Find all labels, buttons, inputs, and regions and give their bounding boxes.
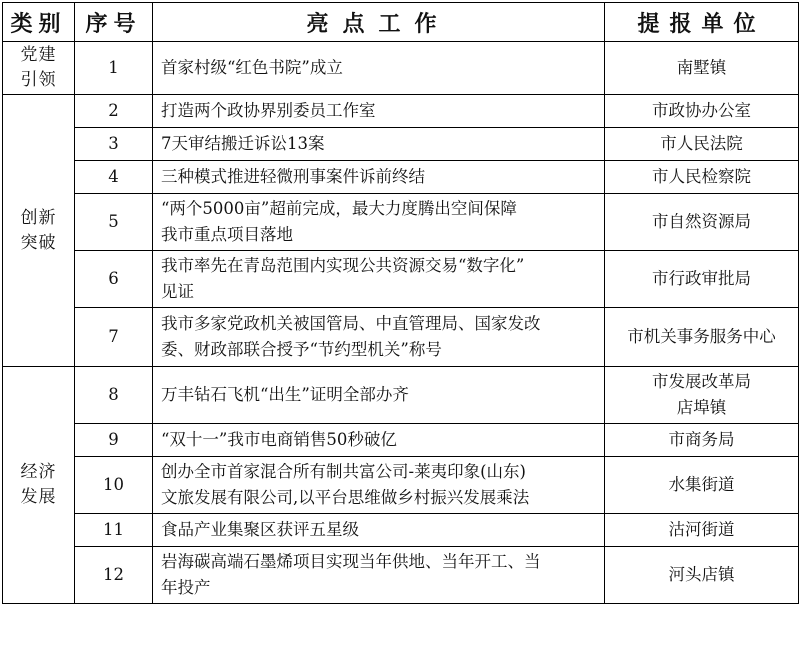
highlight-text: 首家村级“红色书院”成立 [161,58,343,78]
highlight-text: 我市率先在青岛范围内实现公共资源交易“数字化” [161,256,525,276]
unit-text: 水集街道 [668,475,735,495]
highlight-text: 三种模式推进轻微刑事案件诉前终结 [161,167,425,187]
row-number: 8 [75,367,153,424]
highlight-text: 年投产 [161,578,211,597]
unit-cell [605,42,799,95]
unit-text: 市发展改革局 [652,372,751,392]
unit-cell [605,424,799,457]
highlight-cell [153,424,605,457]
row-number: 4 [75,161,153,194]
category-cell [3,367,75,604]
unit-cell [605,457,799,514]
unit-text: 市商务局 [668,430,735,450]
highlight-text: 食品产业集聚区获评五星级 [161,520,359,540]
highlight-text: 创办全市首家混合所有制共富公司-莱夷印象(山东) [161,462,526,482]
unit-cell [605,194,799,251]
unit-text: 沽河街道 [668,520,735,540]
table-row [3,161,799,194]
unit-text: 店埠镇 [676,398,727,417]
unit-cell [605,514,799,547]
highlight-text: “双十一”我市电商销售50秒破亿 [161,430,397,450]
highlight-text: 委、财政部联合授予“节约型机关”称号 [161,340,442,359]
unit-cell [605,95,799,128]
highlight-text: 打造两个政协界别委员工作室 [161,101,376,121]
unit-text: 市行政审批局 [652,269,751,289]
unit-cell [605,547,799,604]
header-highlight: 亮点工作 [153,3,605,42]
highlight-text: 7天审结搬迁诉讼13案 [161,134,325,154]
highlight-cell [153,367,605,424]
highlight-cell [153,42,605,95]
highlight-cell [153,194,605,251]
table-row [3,194,799,251]
highlight-cell [153,547,605,604]
highlight-text: “两个5000亩”超前完成，最大力度腾出空间保障 [161,199,517,219]
table-row [3,128,799,161]
highlight-cell [153,251,605,308]
table-row [3,367,799,424]
highlight-text: 文旅发展有限公司,以平台思维做乡村振兴发展乘法 [161,488,530,507]
highlight-cell [153,95,605,128]
category-line: 创新 [20,207,57,228]
header-unit: 提报单位 [605,3,799,42]
category-cell [3,42,75,95]
unit-cell [605,308,799,367]
highlight-cell [153,308,605,367]
table-row [3,95,799,128]
unit-cell [605,128,799,161]
table-row [3,424,799,457]
category-line: 经济 [20,462,57,483]
category-line: 发展 [20,487,57,507]
header-number: 序号 [75,3,153,42]
row-number: 7 [75,308,153,367]
unit-cell [605,161,799,194]
row-number: 12 [75,547,153,604]
highlight-text: 岩海碳高端石墨烯项目实现当年供地、当年开工、当 [161,552,541,572]
unit-text: 河头店镇 [668,565,735,585]
row-number: 10 [75,457,153,514]
header-category: 类别 [3,3,75,42]
row-number: 3 [75,128,153,161]
unit-text: 市人民检察院 [652,167,751,187]
highlights-table [2,2,799,604]
highlight-cell [153,457,605,514]
category-cell [3,95,75,367]
table-header-row [3,3,799,42]
table-row [3,251,799,308]
table-row [3,42,799,95]
row-number: 2 [75,95,153,128]
highlight-text: 见证 [161,282,194,301]
unit-text: 南墅镇 [676,58,727,78]
highlight-cell [153,128,605,161]
row-number: 5 [75,194,153,251]
table-row [3,514,799,547]
highlight-text: 万丰钻石飞机“出生”证明全部办齐 [161,385,409,405]
table-row [3,457,799,514]
row-number: 11 [75,514,153,547]
row-number: 1 [75,42,153,95]
category-line: 引领 [20,70,57,90]
unit-text: 市自然资源局 [652,212,751,232]
highlight-cell [153,161,605,194]
unit-cell [605,367,799,424]
unit-text: 市政协办公室 [652,101,751,121]
highlight-text: 我市重点项目落地 [161,225,293,244]
category-line: 党建 [20,45,57,66]
row-number: 6 [75,251,153,308]
unit-text: 市机关事务服务中心 [627,327,776,347]
table-row [3,547,799,604]
document-page [0,2,800,653]
highlight-text: 我市多家党政机关被国管局、中直管理局、国家发改 [161,314,541,334]
table-row [3,308,799,367]
row-number: 9 [75,424,153,457]
unit-text: 市人民法院 [660,134,743,154]
category-line: 突破 [20,232,57,253]
highlight-cell [153,514,605,547]
unit-cell [605,251,799,308]
